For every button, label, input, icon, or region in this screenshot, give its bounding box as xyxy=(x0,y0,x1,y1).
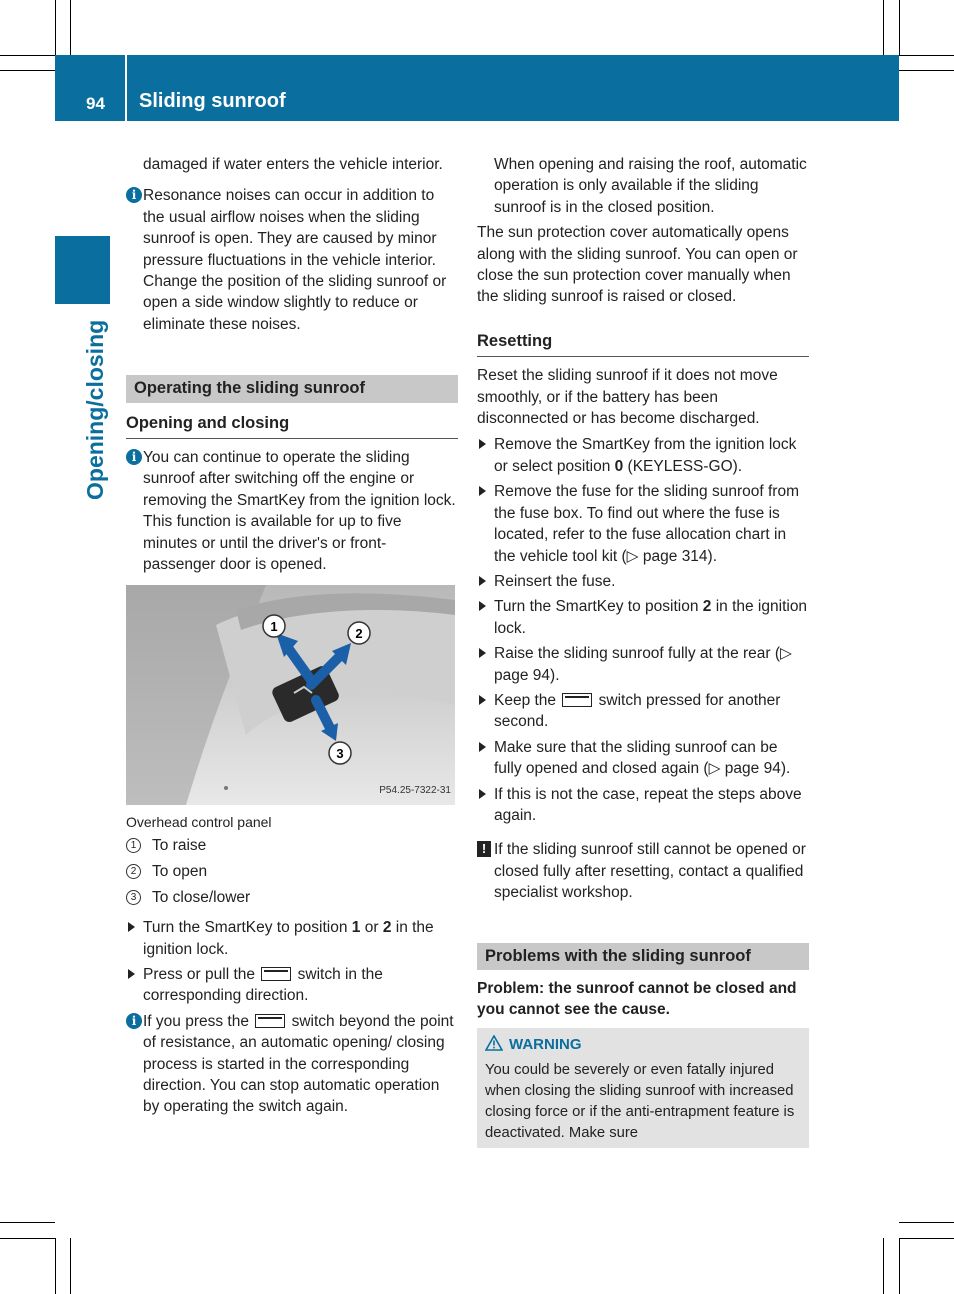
crop-mark xyxy=(883,1238,884,1294)
crop-mark xyxy=(899,1222,954,1223)
crop-mark xyxy=(0,1238,55,1239)
svg-text:2: 2 xyxy=(355,625,363,641)
legend-number: 3 xyxy=(126,890,141,905)
crop-mark xyxy=(899,1238,900,1294)
step-arrow-icon xyxy=(128,922,135,932)
crop-mark xyxy=(899,55,954,56)
side-chapter-label: Opening/closing xyxy=(82,319,108,500)
crop-mark xyxy=(899,70,954,71)
legend-item xyxy=(126,835,458,856)
legend-item xyxy=(126,887,458,908)
sunroof-switch-icon xyxy=(255,1014,285,1028)
side-tab-marker xyxy=(55,236,110,304)
overhead-control-panel-image xyxy=(126,585,455,805)
info-note xyxy=(126,447,458,575)
page-title: Sliding sunroof xyxy=(139,90,286,112)
step-arrow-icon xyxy=(479,789,486,799)
warning-text: You could be severely or even fatally injured when closing the sliding sunroof with increased closing force or if the anti-entrapment feature is deactivated. Make sure xyxy=(485,1061,795,1141)
step-arrow-icon xyxy=(479,486,486,496)
legend-item xyxy=(126,861,458,882)
instruction-step: If this is not the case, repeat the steps above again. xyxy=(477,784,809,827)
crop-mark xyxy=(899,1238,954,1239)
instruction-step: Raise the sliding sunroof fully at the rear (▷ page 94). xyxy=(477,643,809,686)
paragraph: damaged if water enters the vehicle interior. xyxy=(143,156,443,173)
crop-mark xyxy=(0,70,55,71)
crop-mark xyxy=(55,1238,56,1294)
crop-mark xyxy=(70,0,71,55)
step-arrow-icon xyxy=(479,576,486,586)
instruction-step: Keep the switch pressed for another second. xyxy=(477,690,809,733)
image-caption: Overhead control panel xyxy=(126,813,272,830)
subsection-heading: Opening and closing xyxy=(126,413,458,439)
svg-text:3: 3 xyxy=(336,745,344,761)
info-text: You can continue to operate the sliding sunroof after switching off the engine or removing the SmartKey from the ignition lock. This function is available for up to five minutes or until the driver's or front-passenger door is opened. xyxy=(143,449,456,574)
step-arrow-icon xyxy=(479,695,486,705)
warning-box xyxy=(477,1028,809,1148)
legend-text: To raise xyxy=(152,836,207,854)
instruction-step: Remove the SmartKey from the ignition lock or select position 0 (KEYLESS-GO). xyxy=(477,434,809,477)
overhead-panel-illustration xyxy=(126,585,455,805)
info-text: Resonance noises can occur in addition to the usual airflow noises when the sliding sunroof is open. They are caused by minor pressure fluctuations in the vehicle interior. Change the position of the sliding sunroof or open a side window slightly to reduce or eliminate these noises. xyxy=(143,187,447,333)
sunroof-switch-icon xyxy=(261,967,291,981)
legend-text: To open xyxy=(152,862,208,880)
section-heading: Operating the sliding sunroof xyxy=(126,375,458,402)
paragraph: The sun protection cover automatically opens along with the sliding sunroof. You can open or close the sun protection cover manually when the sliding sunroof is raised or closed. xyxy=(477,224,798,306)
step-arrow-icon xyxy=(128,969,135,979)
instruction-step: Press or pull the switch in the corresponding direction. xyxy=(126,964,458,1007)
info-note xyxy=(126,185,458,335)
warning-title: WARNING xyxy=(509,1035,582,1053)
problem-statement: Problem: the sunroof cannot be closed and you cannot see the cause. xyxy=(477,980,797,1019)
left-column xyxy=(126,154,458,1118)
crop-mark xyxy=(0,1222,55,1223)
info-note: i If you press the switch beyond the point of resistance, an automatic opening/ closing process is started in the corresponding direction. You can stop automatic operation by operating the switch again. xyxy=(126,1011,458,1118)
instruction-step: Turn the SmartKey to position 2 in the ignition lock. xyxy=(477,596,809,639)
instruction-step: Reinsert the fuse. xyxy=(477,571,809,592)
right-column xyxy=(477,154,809,1148)
paragraph: When opening and raising the roof, automatic operation is only available if the sliding sunroof is in the closed position. xyxy=(494,156,807,216)
step-arrow-icon xyxy=(479,601,486,611)
instruction-step: Turn the SmartKey to position 1 or 2 in the ignition lock. xyxy=(126,917,458,960)
warning-header xyxy=(485,1034,801,1056)
legend-number: 2 xyxy=(126,864,141,879)
step-arrow-icon xyxy=(479,742,486,752)
svg-text:1: 1 xyxy=(270,618,278,634)
caution-note: ! If the sliding sunroof still cannot be opened or closed fully after resetting, contact a qualified specialist workshop. xyxy=(477,839,809,903)
crop-mark xyxy=(0,55,55,56)
legend-text: To close/lower xyxy=(152,888,251,906)
info-icon: i xyxy=(126,449,142,465)
warning-triangle-icon xyxy=(485,1035,503,1051)
instruction-step: Remove the fuse for the sliding sunroof from the fuse box. To find out where the fuse is located, refer to the fuse allocation chart in the vehicle tool kit (▷ page 314). xyxy=(477,481,809,567)
step-arrow-icon xyxy=(479,439,486,449)
sunroof-switch-icon xyxy=(562,693,592,707)
instruction-step: Make sure that the sliding sunroof can be fully opened and closed again (▷ page 94). xyxy=(477,737,809,780)
step-arrow-icon xyxy=(479,648,486,658)
crop-mark xyxy=(55,0,56,55)
info-icon: i xyxy=(126,1013,142,1029)
crop-mark xyxy=(899,0,900,55)
section-heading: Problems with the sliding sunroof xyxy=(477,943,809,970)
subsection-heading: Resetting xyxy=(477,331,809,357)
crop-mark xyxy=(70,1238,71,1294)
info-icon: i xyxy=(126,187,142,203)
crop-mark xyxy=(883,0,884,55)
page-number: 94 xyxy=(86,94,105,113)
paragraph: Reset the sliding sunroof if it does not move smoothly, or if the battery has been disconnected or has become discharged. xyxy=(477,367,778,428)
legend-number: 1 xyxy=(126,838,141,853)
header-divider xyxy=(125,55,127,121)
image-reference-code: P54.25-7322-31 xyxy=(379,785,451,797)
exclamation-icon: ! xyxy=(477,841,491,857)
